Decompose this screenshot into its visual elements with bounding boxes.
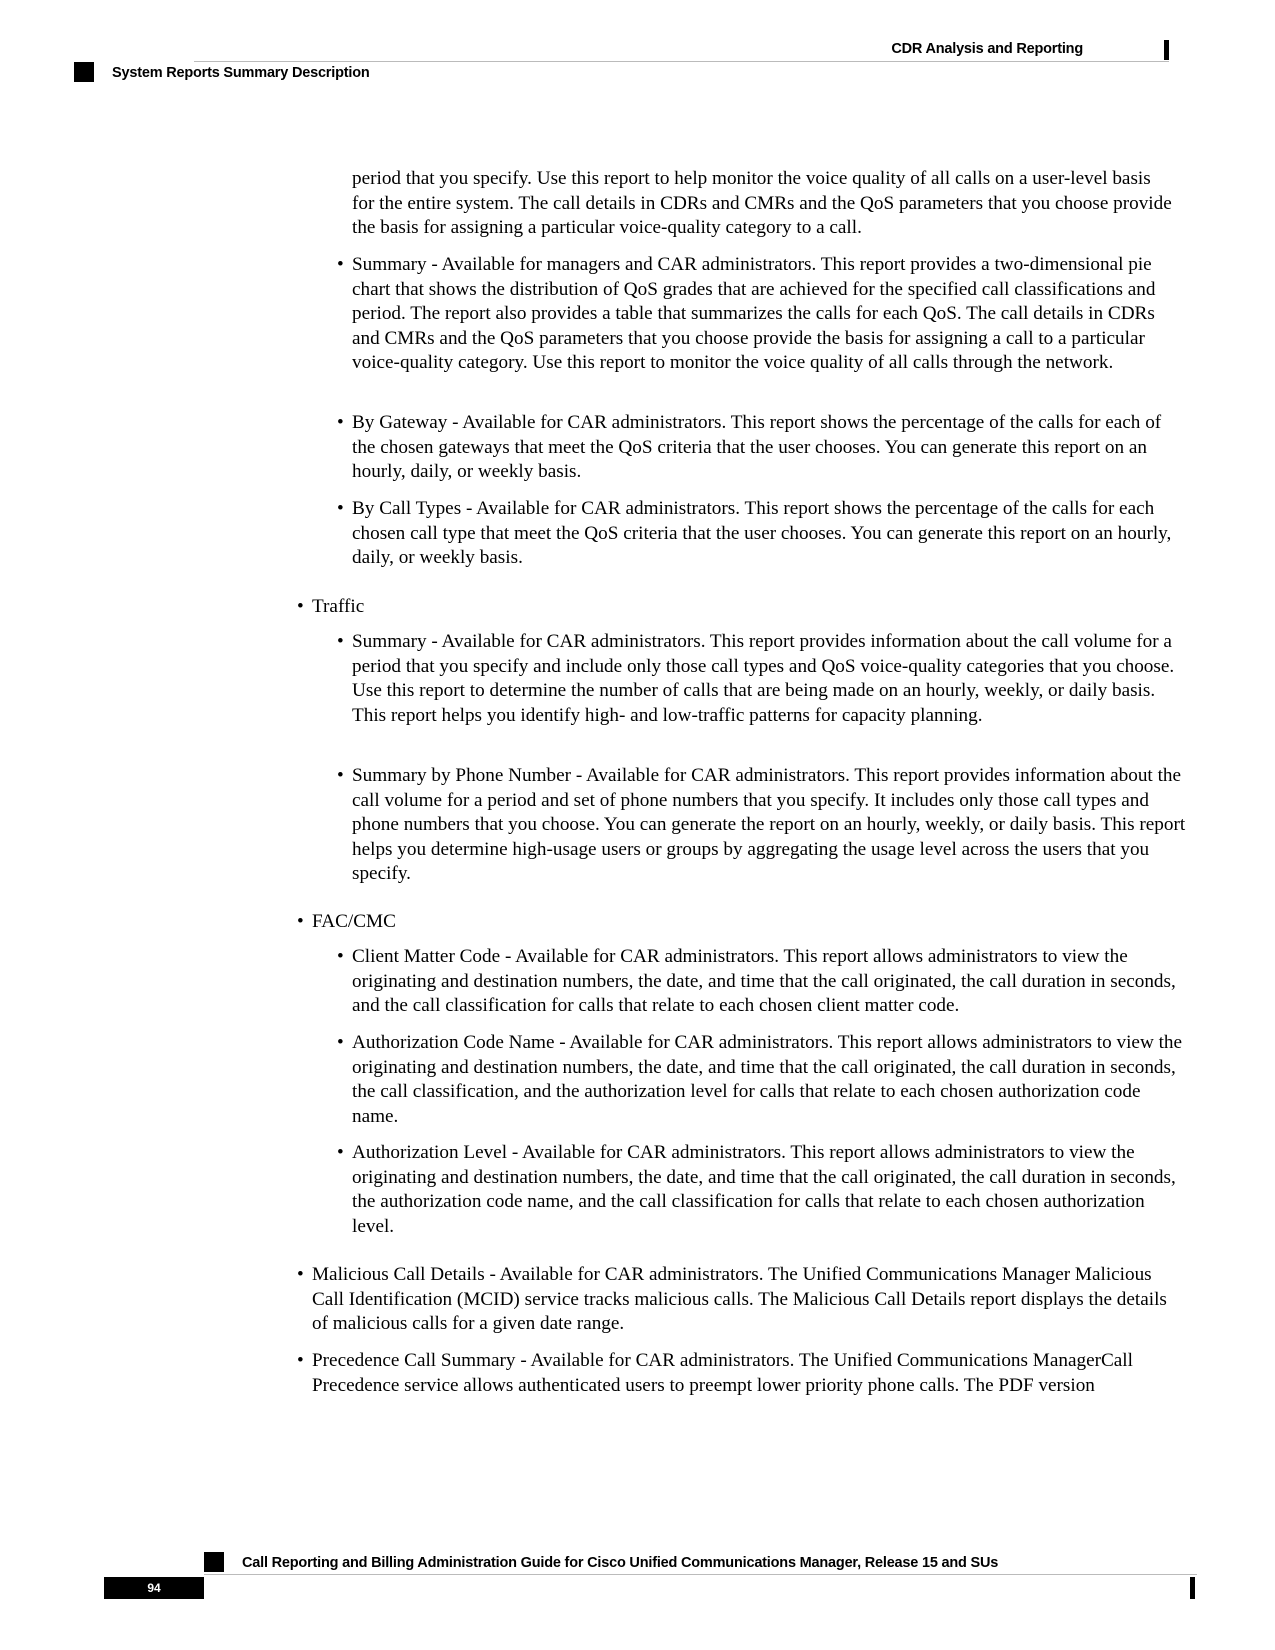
- list-item-text: FAC/CMC: [312, 911, 396, 932]
- bullet: •: [337, 765, 344, 786]
- list-item-authorization-code-name: [337, 1031, 1187, 1129]
- footer-block: [204, 1552, 224, 1572]
- bullet: •: [337, 631, 344, 652]
- bullet: •: [337, 1142, 344, 1163]
- list-item-text: By Call Types - Available for CAR administrators. This report shows the percentage of the calls for each chosen call type that meet the QoS criteria that the user chooses. You can generate this report on an hourly, daily, or weekly basis.: [352, 498, 1172, 569]
- header-right-bar: [1164, 40, 1169, 60]
- bullet: •: [337, 254, 344, 275]
- bullet: •: [337, 412, 344, 433]
- intro-paragraph: period that you specify. Use this report to help monitor the voice quality of all calls on a user-level basis for the entire system. The call details in CDRs and CMRs and the QoS parameters that you choose provide the basis for assigning a particular voice-quality category to a call.: [352, 168, 1172, 239]
- list-item-malicious-call-details: [297, 1263, 1187, 1337]
- list-item-text: Client Matter Code - Available for CAR administrators. This report allows administrators to view the originating and destination numbers, the date, and time that the call originated, the call duration in seconds, and the call classification for calls that relate to each chosen client matter code.: [352, 946, 1176, 1017]
- list-item-text: Authorization Code Name - Available for CAR administrators. This report allows administrators to view the originating and destination numbers, the date, and time that the call originated, the call duration in seconds, the call classification, and the authorization level for calls that relate to each chosen authorization code name.: [352, 1032, 1183, 1127]
- list-item-qos-summary: [337, 253, 1187, 376]
- list-item-text: By Gateway - Available for CAR administrators. This report shows the percentage of the calls for each of the chosen gateways that meet the QoS criteria that the user chooses. You can generate this report on an hourly, daily, or weekly basis.: [352, 412, 1162, 483]
- list-item-traffic-summary: [337, 630, 1187, 728]
- header-rule: [194, 61, 1169, 62]
- footer-title: Call Reporting and Billing Administration Guide for Cisco Unified Communications Manager, Release 15 and SUs: [242, 1555, 999, 1571]
- header-left-block: [74, 62, 94, 82]
- list-item-text: Traffic: [312, 596, 365, 617]
- running-header-section: System Reports Summary Description: [112, 65, 370, 81]
- page-number: 94: [104, 1577, 204, 1599]
- list-item-traffic-by-phone: [337, 764, 1187, 887]
- list-item-qos-by-gateway: [337, 411, 1187, 485]
- bullet: •: [337, 1032, 344, 1053]
- bullet: •: [297, 911, 304, 932]
- list-item-text: Malicious Call Details - Available for CAR administrators. The Unified Communications Manager Malicious Call Identification (MCID) service tracks malicious calls. The Malicious Call Details report displays the details of malicious calls for a given date range.: [312, 1264, 1167, 1335]
- bullet: •: [297, 596, 304, 617]
- list-item-precedence-call-summary: [297, 1349, 1187, 1398]
- list-item-qos-by-call-types: [337, 497, 1187, 571]
- footer-right-bar: [1190, 1577, 1195, 1599]
- list-item-traffic: [297, 595, 1187, 620]
- list-item-text: Precedence Call Summary - Available for CAR administrators. The Unified Communications ManagerCall Precedence service allows authenticated users to preempt lower priority phone calls. The PDF version: [312, 1350, 1133, 1396]
- list-item-fac-cmc: [297, 910, 1187, 935]
- bullet: •: [337, 946, 344, 967]
- list-item-client-matter-code: [337, 945, 1187, 1019]
- bullet: •: [337, 498, 344, 519]
- bullet: •: [297, 1350, 304, 1371]
- running-header-chapter: CDR Analysis and Reporting: [891, 41, 1083, 57]
- list-item-text: Summary - Available for managers and CAR administrators. This report provides a two-dimensional pie chart that shows the distribution of QoS grades that are achieved for the specified call classifications and period. The report also provides a table that summarizes the calls for each QoS. The call details in CDRs and CMRs and the QoS parameters that you choose provide the basis for assigning a call to a particular voice-quality category. Use this report to monitor the voice quality of all calls through the network.: [352, 254, 1156, 374]
- list-item-authorization-level: [337, 1141, 1187, 1239]
- list-item-text: Summary by Phone Number - Available for CAR administrators. This report provides information about the call volume for a period and set of phone numbers that you specify. It includes only those call types and phone numbers that you choose. You can generate the report on an hourly, weekly, or daily basis. This report helps you determine high-usage users or groups by aggregating the usage level across the users that you specify.: [352, 765, 1186, 885]
- list-item-text: Summary - Available for CAR administrators. This report provides information about the call volume for a period that you specify and include only those call types and QoS voice-quality categories that you choose. Use this report to determine the number of calls that are being made on an hourly, weekly, or daily basis. This report helps you identify high- and low-traffic patterns for capacity planning.: [352, 631, 1175, 726]
- footer-rule: [204, 1574, 1197, 1575]
- bullet: •: [297, 1264, 304, 1285]
- list-item-text: Authorization Level - Available for CAR administrators. This report allows administrators to view the originating and destination numbers, the date, and time that the call originated, the call duration in seconds, the authorization code name, and the call classification for calls that relate to each chosen authorization level.: [352, 1142, 1176, 1237]
